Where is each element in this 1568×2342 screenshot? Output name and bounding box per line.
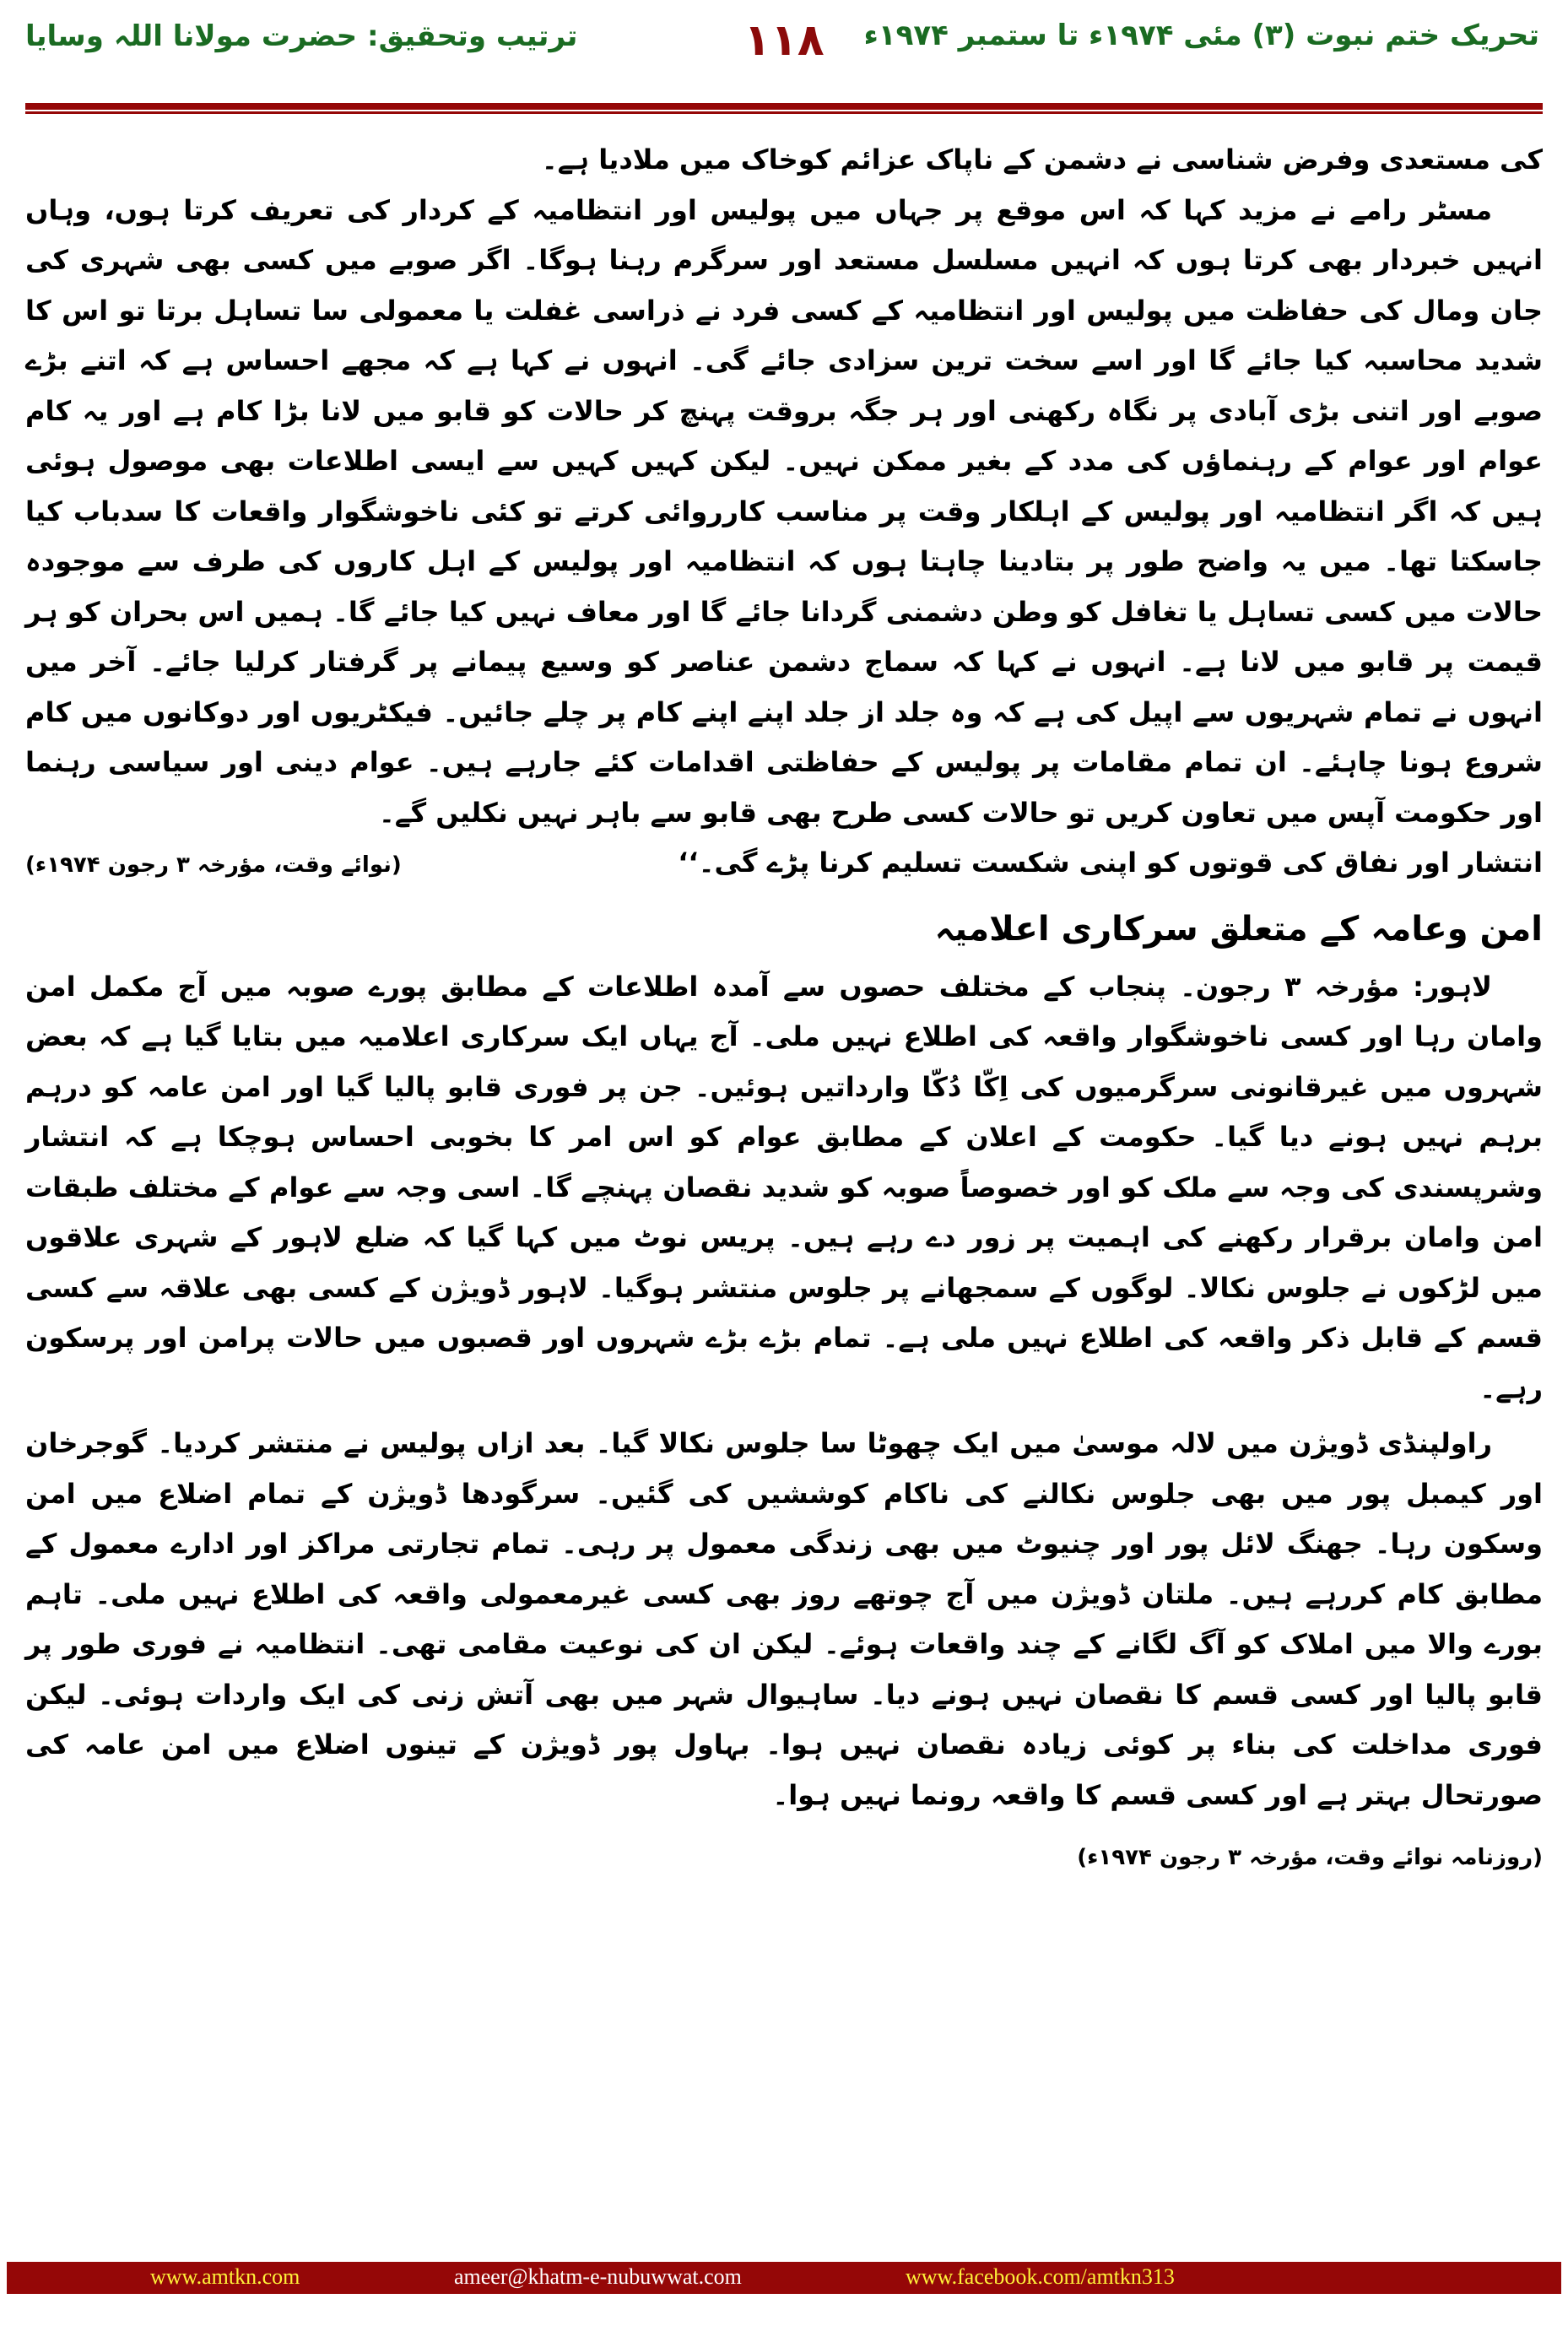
header-rule-thin [25, 111, 1543, 114]
section-heading: امن وعامہ کے متعلق سرکاری اعلامیہ [934, 909, 1543, 949]
paragraph-2-last-line: انتشار اور نفاق کی قوتوں کو اپنی شکست تسلیم کرنا پڑے گی۔‘‘ [678, 846, 1543, 879]
citation-nawai-waqt: (نوائے وقت، مؤرخہ ۳ رجون ۱۹۷۴ء) [25, 852, 402, 878]
paragraph-3: لاہور: مؤرخہ ۳ رجون۔ پنجاب کے مختلف حصوں سے آمدہ اطلاعات کے مطابق پورے صوبہ میں آج مکمل امن وامان رہا اور کسی ناخوشگوار واقعہ کی اطلاع نہیں ملی۔ آج یہاں ایک سرکاری اعلامیہ میں بتایا گیا ہے کہ بعض شہروں میں غیرقانونی سرگرمیوں کی اِکّا دُکّا وارداتیں ہوئیں۔ جن پر فوری قابو پالیا گیا اور امن عامہ کو درہم برہم نہیں ہونے دیا گیا۔ حکومت کے اعلان کے مطابق عوام کو اس امر کا بخوبی احساس ہوچکا ہے کہ انتشار وشرپسندی کی وجہ سے ملک کو اور خصوصاً صوبہ کو شدید نقصان پہنچے گا۔ اسی وجہ سے عوام کے مختلف طبقات امن وامان برقرار رکھنے کی اہمیت پر زور دے رہے ہیں۔ پریس نوٹ میں کہا گیا کہ ضلع لاہور کے شہری علاقوں میں لڑکوں نے جلوس نکالا۔ لوگوں کے سمجھانے پر جلوس منتشر ہوگیا۔ لاہور ڈویژن کے کسی بھی علاقہ سے کسی قسم کے قابل ذکر واقعہ کی اطلاع نہیں ملی ہے۔ تمام بڑے بڑے شہروں اور قصبوں میں حالات پرامن اور پرسکون رہے۔ [25, 970, 1544, 1404]
page-content [25, 135, 1543, 1883]
paragraph-4: راولپنڈی ڈویژن میں لالہ موسیٰ میں ایک چھوٹا سا جلوس نکالا گیا۔ بعد ازاں پولیس نے منتشر کردیا۔ گوجرخان اور کیمبل پور میں بھی جلوس نکالنے کی ناکام کوششیں کی گئیں۔ سرگودھا ڈویژن کے تمام اضلاع میں امن وسکون رہا۔ جھنگ لائل پور اور چنیوٹ میں بھی زندگی معمول پر رہی۔ تمام تجارتی مراکز اور ادارے معمول کے مطابق کام کررہے ہیں۔ ملتان ڈویژن میں آج چوتھے روز بھی کسی غیرمعمولی واقعہ کی اطلاع نہیں ملی۔ تاہم بورے والا میں املاک کو آگ لگانے کے چند واقعات ہوئے۔ لیکن ان کی نوعیت مقامی تھی۔ انتظامیہ نے فوری طور پر قابو پالیا اور کسی قسم کا نقصان نہیں ہونے دیا۔ ساہیوال شہر میں بھی آتش زنی کی ایک واردات ہوئی۔ لیکن فوری مداخلت کی بناء پر کوئی زیادہ نقصان نہیں ہوا۔ بہاول پور ڈویژن کے تینوں اضلاع میں امن عامہ کی صورتحال بہتر ہے اور کسی قسم کا واقعہ رونما نہیں ہوا۔ [25, 1427, 1544, 1811]
facebook-link[interactable]: www.facebook.com/amtkn313 [906, 2264, 1175, 2289]
header-rule-thick [25, 103, 1543, 110]
page-number: ۱۱۸ [743, 15, 825, 66]
page-footer [7, 2262, 1561, 2294]
paragraph-2: مسٹر رامے نے مزید کہا کہ اس موقع پر جہاں میں پولیس اور انتظامیہ کے کردار کی تعریف کرتا ہوں، وہاں انہیں خبردار بھی کرتا ہوں کہ انہیں مسلسل مستعد اور سرگرم رہنا ہوگا۔ اگر صوبے میں کسی بھی شہری کی جان ومال کی حفاظت میں پولیس اور انتظامیہ کے کسی فرد نے ذراسی غفلت یا معمولی سا تساہل برتا تو اس کا شدید محاسبہ کیا جائے گا اور اسے سخت ترین سزادی جائے گی۔ انہوں نے کہا ہے کہ مجھے احساس ہے کہ اتنے بڑے صوبے اور اتنی بڑی آبادی پر نگاہ رکھنی اور ہر جگہ بروقت پہنچ کر حالات کو قابو میں لانا بڑا کام ہے اور یہ کام عوام اور عوام کے رہنماؤں کی مدد کے بغیر ممکن نہیں۔ لیکن کہیں کہیں سے ایسی اطلاعات بھی موصول ہوئی ہیں کہ اگر انتظامیہ اور پولیس کے اہلکار وقت پر مناسب کارروائی کرتے تو کئی ناخوشگوار واقعات کا سدباب کیا جاسکتا تھا۔ میں یہ واضح طور پر بتادینا چاہتا ہوں کہ انتظامیہ اور پولیس کے اہل کاروں کی طرف سے موجودہ حالات میں کسی تساہل یا تغافل کو وطن دشمنی گردانا جائے گا اور معاف نہیں کیا جائے گا۔ ہمیں اس بحران کو ہر قیمت پر قابو میں لانا ہے۔ انہوں نے کہا کہ سماج دشمن عناصر کو وسیع پیمانے پر گرفتار کرلیا جائے۔ آخر میں انہوں نے تمام شہریوں سے اپیل کی ہے کہ وہ جلد از جلد اپنے اپنے کام پر چلے جائیں۔ فیکٹریوں اور دوکانوں میں کام شروع ہونا چاہئے۔ ان تمام مقامات پر پولیس کے حفاظتی اقدامات کئے جارہے ہیں۔ عوام دینی اور سیاسی رہنما اور حکومت آپس میں تعاون کریں تو حالات کسی طرح بھی قابو سے باہر نہیں نکلیں گے۔ [25, 193, 1544, 829]
paragraph-1: کی مستعدی وفرض شناسی نے دشمن کے ناپاک عزائم کوخاک میں ملادیا ہے۔ [541, 143, 1543, 176]
compiler-credit: ترتیب وتحقیق: حضرت مولانا اللہ وسایا [25, 19, 578, 53]
email-link[interactable]: ameer@khatm-e-nubuwwat.com [454, 2264, 742, 2289]
citation-roznama-nawai-waqt: (روزنامہ نوائے وقت، مؤرخہ ۳ رجون ۱۹۷۴ء) [1077, 1845, 1543, 1870]
page-header [0, 0, 1568, 93]
paragraph-2-closing-row [25, 838, 1543, 891]
book-title: تحریک ختم نبوت (۳) مئی ۱۹۷۴ء تا ستمبر ۱۹۷۴ء [863, 19, 1539, 52]
website-link[interactable]: www.amtkn.com [150, 2264, 300, 2289]
